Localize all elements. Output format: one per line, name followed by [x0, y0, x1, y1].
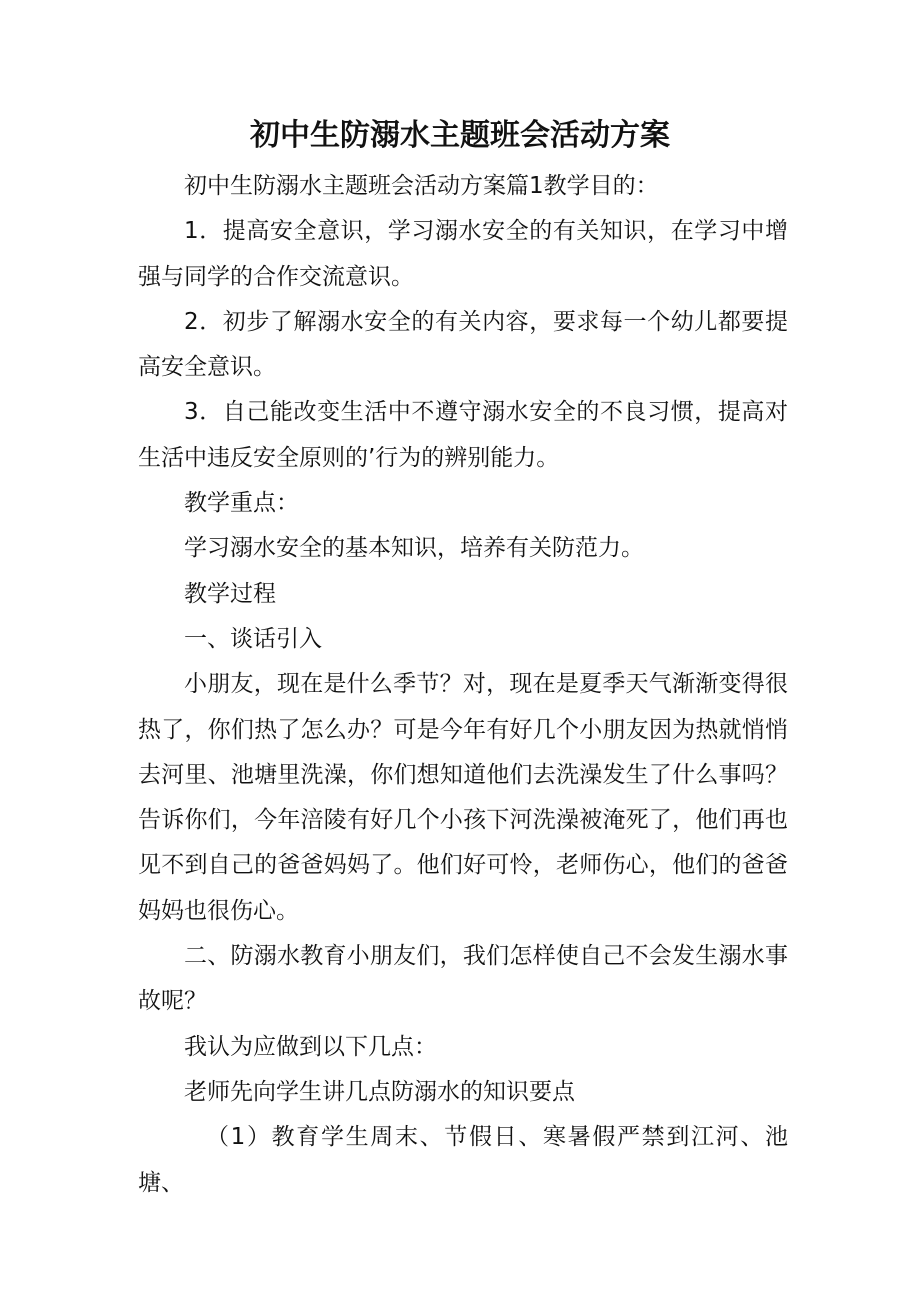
- paragraph-key-point: 学习溺水安全的基本知识，培养有关防范力。: [184, 535, 644, 562]
- document-body: [138, 164, 788, 1206]
- document-title: 初中生防溺水主题班会活动方案: [250, 118, 670, 153]
- paragraph-teacher-points: 老师先向学生讲几点防溺水的知识要点: [184, 1078, 575, 1105]
- paragraph-process-heading: 教学过程: [184, 580, 276, 607]
- paragraph-section-1-body: 小朋友，现在是什么季节？对，现在是夏季天气渐渐变得很热了，你们热了怎么办？可是今年有好几个小朋友因为热就悄悄去河里、池塘里洗澡，你们想知道他们去洗澡发生了什么事吗？告诉你们，今年涪陵有好几个小孩下河洗澡被淹死了，他们再也见不到自己的爸爸妈妈了。他们好可怜，老师伤心，他们的爸爸妈妈也很伤心。: [138, 671, 788, 924]
- paragraph-key-point-heading: 教学重点：: [184, 490, 299, 517]
- paragraph-section-1-heading: 一、谈话引入: [184, 625, 322, 652]
- paragraph-objective-3: 3．自己能改变生活中不遵守溺水安全的不良习惯，提高对生活中违反安全原则的’行为的辨别能力。: [138, 399, 788, 471]
- paragraph-intro: 初中生防溺水主题班会活动方案篇1教学目的：: [184, 173, 659, 199]
- paragraph-objective-2: 2．初步了解溺水安全的有关内容，要求每一个幼儿都要提高安全意识。: [138, 308, 788, 381]
- paragraph-objective-1: 1．提高安全意识，学习溺水安全的有关知识，在学习中增强与同学的合作交流意识。: [138, 218, 788, 290]
- paragraph-points-intro: 我认为应做到以下几点：: [184, 1033, 437, 1060]
- paragraph-point-1: （1）教育学生周末、节假日、寒暑假严禁到江河、池塘、: [138, 1124, 788, 1196]
- paragraph-section-2: 二、防溺水教育小朋友们，我们怎样使自己不会发生溺水事故呢？: [138, 943, 788, 1015]
